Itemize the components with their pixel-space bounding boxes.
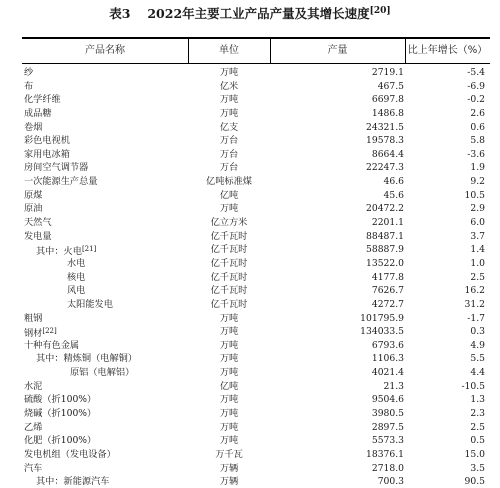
quantity-cell: 7626.7 bbox=[371, 285, 404, 297]
growth-cell: 1.4 bbox=[470, 244, 485, 256]
quantity-cell: 3980.5 bbox=[371, 408, 404, 420]
table-row bbox=[0, 380, 500, 394]
table-row bbox=[0, 366, 500, 380]
table-row bbox=[0, 202, 500, 216]
table-row bbox=[0, 161, 500, 175]
table-title-footnote: [20] bbox=[369, 6, 391, 16]
product-name-text: 化学纤维 bbox=[24, 94, 61, 106]
growth-cell: 3.5 bbox=[470, 462, 485, 474]
table-row bbox=[0, 475, 500, 488]
growth-cell: 3.7 bbox=[470, 230, 485, 242]
quantity-cell: 5573.3 bbox=[371, 435, 404, 447]
product-name-text: 彩色电视机 bbox=[24, 135, 70, 147]
growth-cell: 1.3 bbox=[470, 394, 485, 406]
product-name bbox=[70, 366, 134, 380]
table-row bbox=[0, 243, 500, 257]
quantity-cell: 46.6 bbox=[383, 176, 404, 188]
product-name bbox=[24, 134, 70, 148]
product-name bbox=[24, 148, 70, 162]
product-name-text: 钢材 bbox=[24, 328, 43, 340]
product-name bbox=[24, 421, 42, 435]
growth-cell: 1.0 bbox=[470, 257, 485, 269]
unit-cell: 亿千瓦时 bbox=[210, 298, 248, 310]
unit-cell: 亿千瓦时 bbox=[210, 271, 248, 283]
product-name-text: 天然气 bbox=[24, 217, 52, 229]
table-row bbox=[0, 298, 500, 312]
product-name-text: 风电 bbox=[67, 285, 86, 297]
quantity-cell: 45.6 bbox=[383, 189, 404, 201]
growth-cell: 2.6 bbox=[470, 107, 485, 119]
unit-cell: 万吨 bbox=[219, 367, 239, 379]
product-name-text: 水电 bbox=[67, 257, 86, 269]
product-name bbox=[36, 475, 110, 488]
unit-cell: 亿支 bbox=[219, 121, 239, 133]
product-name-text: 烧碱（折100%） bbox=[24, 408, 97, 420]
product-name bbox=[24, 339, 79, 353]
product-name bbox=[24, 175, 98, 189]
product-name-text: 房间空气调节器 bbox=[24, 162, 89, 174]
growth-cell: 2.5 bbox=[470, 271, 485, 283]
table-row bbox=[0, 407, 500, 421]
unit-cell: 万吨 bbox=[219, 408, 239, 420]
table-row bbox=[0, 312, 500, 326]
growth-cell: 1.9 bbox=[470, 162, 485, 174]
product-name bbox=[67, 257, 85, 271]
unit-cell: 亿千瓦时 bbox=[210, 230, 248, 242]
growth-cell: -1.7 bbox=[467, 312, 485, 324]
product-name-text: 汽车 bbox=[24, 462, 43, 474]
table-title bbox=[0, 3, 500, 22]
product-name bbox=[36, 352, 137, 366]
product-name bbox=[67, 298, 113, 312]
table-row bbox=[0, 107, 500, 121]
footnote-ref: [21] bbox=[81, 245, 97, 254]
table-row bbox=[0, 148, 500, 162]
growth-cell: 9.2 bbox=[470, 176, 485, 188]
unit-cell: 亿千瓦时 bbox=[210, 285, 248, 297]
table-row bbox=[0, 352, 500, 366]
unit-cell: 亿立方米 bbox=[210, 217, 248, 229]
quantity-cell: 21.3 bbox=[383, 380, 404, 392]
quantity-cell: 22247.3 bbox=[366, 162, 404, 174]
table-row bbox=[0, 462, 500, 476]
unit-cell: 万台 bbox=[219, 162, 239, 174]
product-name bbox=[24, 312, 42, 326]
product-name bbox=[24, 66, 33, 80]
product-name bbox=[24, 93, 61, 107]
product-name-text: 原煤 bbox=[24, 189, 43, 201]
product-name-text: 一次能源生产总量 bbox=[24, 176, 98, 188]
unit-cell: 亿吨 bbox=[219, 189, 239, 201]
product-name bbox=[24, 121, 42, 135]
unit-cell: 万吨 bbox=[219, 353, 239, 365]
quantity-cell: 467.5 bbox=[377, 80, 404, 92]
product-name bbox=[24, 380, 42, 394]
product-name bbox=[24, 216, 52, 230]
growth-cell: -3.6 bbox=[467, 148, 485, 160]
table-row bbox=[0, 339, 500, 353]
unit-cell: 亿吨标准煤 bbox=[206, 176, 252, 188]
growth-cell: -6.9 bbox=[467, 80, 485, 92]
table-header-rule bbox=[22, 63, 490, 64]
unit-cell: 万辆 bbox=[219, 462, 239, 474]
product-name bbox=[24, 434, 96, 448]
product-name-text: 布 bbox=[24, 80, 34, 92]
quantity-cell: 4272.7 bbox=[371, 298, 404, 310]
table-row bbox=[0, 216, 500, 230]
unit-cell: 万吨 bbox=[219, 203, 239, 215]
table-row bbox=[0, 421, 500, 435]
table-title-text: 表3 2022年主要工业产品产量及其增长速度 bbox=[109, 6, 370, 21]
table-row bbox=[0, 121, 500, 135]
quantity-cell: 20472.2 bbox=[366, 203, 404, 215]
product-name-text: 成品糖 bbox=[24, 107, 52, 119]
table-row bbox=[0, 257, 500, 271]
product-name-text: 其中：精炼铜（电解铜） bbox=[36, 353, 138, 365]
quantity-cell: 2897.5 bbox=[371, 421, 404, 433]
table-row bbox=[0, 448, 500, 462]
quantity-cell: 88487.1 bbox=[366, 230, 404, 242]
product-name bbox=[24, 80, 33, 94]
unit-cell: 万台 bbox=[219, 135, 239, 147]
quantity-cell: 6697.8 bbox=[371, 94, 404, 106]
quantity-cell: 6793.6 bbox=[371, 339, 404, 351]
product-name bbox=[67, 271, 85, 285]
growth-cell: -5.4 bbox=[467, 67, 485, 78]
table-row bbox=[0, 93, 500, 107]
product-name-text: 家用电冰箱 bbox=[24, 148, 70, 160]
quantity-cell: 58887.9 bbox=[366, 244, 404, 256]
product-name-text: 发电机组（发电设备） bbox=[24, 448, 116, 460]
product-name-text: 纱 bbox=[24, 67, 34, 78]
header-growth: 比上年增长（%） bbox=[407, 45, 488, 56]
unit-cell: 万吨 bbox=[219, 67, 239, 78]
product-name-text: 粗钢 bbox=[24, 312, 43, 324]
table-row bbox=[0, 325, 500, 339]
quantity-cell: 18376.1 bbox=[366, 448, 404, 460]
table-row bbox=[0, 393, 500, 407]
quantity-cell: 4177.8 bbox=[371, 271, 404, 283]
unit-cell: 万台 bbox=[219, 148, 239, 160]
product-name-text: 乙烯 bbox=[24, 421, 43, 433]
product-name-text: 水泥 bbox=[24, 380, 43, 392]
product-name bbox=[24, 462, 42, 476]
growth-cell: 2.9 bbox=[470, 203, 485, 215]
growth-cell: -0.2 bbox=[467, 94, 485, 106]
unit-cell: 万吨 bbox=[219, 435, 239, 447]
product-name-text: 原铝（电解铝） bbox=[70, 367, 135, 379]
table-row bbox=[0, 434, 500, 448]
growth-cell: 31.2 bbox=[464, 298, 485, 310]
growth-cell: 6.0 bbox=[470, 217, 485, 229]
footnote-ref: [22] bbox=[42, 327, 57, 336]
unit-cell: 万吨 bbox=[219, 94, 239, 106]
product-name bbox=[24, 393, 96, 407]
product-name-text: 太阳能发电 bbox=[67, 298, 113, 310]
product-name bbox=[24, 230, 52, 244]
unit-cell: 亿千瓦时 bbox=[210, 257, 248, 269]
product-name-text: 化肥（折100%） bbox=[24, 435, 97, 447]
growth-cell: -10.5 bbox=[461, 380, 485, 392]
product-name bbox=[24, 448, 116, 462]
growth-cell: 15.0 bbox=[464, 448, 485, 460]
unit-cell: 万吨 bbox=[219, 339, 239, 351]
unit-cell: 万吨 bbox=[219, 421, 239, 433]
quantity-cell: 101795.9 bbox=[360, 312, 404, 324]
unit-cell: 亿吨 bbox=[219, 380, 239, 392]
unit-cell: 万吨 bbox=[219, 394, 239, 406]
growth-cell: 5.8 bbox=[470, 135, 485, 147]
growth-cell: 10.5 bbox=[464, 189, 485, 201]
quantity-cell: 8664.4 bbox=[371, 148, 404, 160]
table-row bbox=[0, 80, 500, 94]
product-name-text: 其中：火电 bbox=[36, 246, 82, 258]
growth-cell: 4.9 bbox=[470, 339, 485, 351]
header-quantity: 产量 bbox=[327, 45, 348, 56]
growth-cell: 5.5 bbox=[470, 353, 485, 365]
growth-cell: 16.2 bbox=[464, 285, 485, 297]
quantity-cell: 13522.0 bbox=[366, 257, 404, 269]
product-name bbox=[67, 284, 85, 298]
table-row bbox=[0, 66, 500, 80]
unit-cell: 万吨 bbox=[219, 312, 239, 324]
product-name bbox=[24, 407, 96, 421]
product-name bbox=[24, 107, 52, 121]
product-name-text: 发电量 bbox=[24, 230, 52, 242]
quantity-cell: 9504.6 bbox=[371, 394, 404, 406]
table-body bbox=[0, 66, 500, 488]
growth-cell: 0.5 bbox=[470, 435, 485, 447]
table-row bbox=[0, 189, 500, 203]
header-unit: 单位 bbox=[219, 45, 239, 56]
unit-cell: 万吨 bbox=[219, 326, 239, 338]
unit-cell: 亿千瓦时 bbox=[210, 244, 248, 256]
product-name-text: 十种有色金属 bbox=[24, 339, 80, 351]
unit-cell: 万吨 bbox=[219, 107, 239, 119]
unit-cell: 万千瓦 bbox=[215, 448, 243, 460]
table-row bbox=[0, 271, 500, 285]
product-name-text: 卷烟 bbox=[24, 121, 43, 133]
unit-cell: 万辆 bbox=[219, 476, 239, 488]
quantity-cell: 134033.5 bbox=[360, 326, 404, 338]
quantity-cell: 19578.3 bbox=[366, 135, 404, 147]
growth-cell: 0.6 bbox=[470, 121, 485, 133]
product-name bbox=[24, 202, 42, 216]
quantity-cell: 24321.5 bbox=[366, 121, 404, 133]
quantity-cell: 1106.3 bbox=[371, 353, 404, 365]
product-name bbox=[24, 189, 42, 203]
product-name bbox=[24, 161, 88, 175]
product-name-text: 其中：新能源汽车 bbox=[36, 476, 110, 488]
table-row bbox=[0, 230, 500, 244]
unit-cell: 亿米 bbox=[219, 80, 239, 92]
product-name-text: 核电 bbox=[67, 271, 86, 283]
growth-cell: 0.3 bbox=[470, 326, 485, 338]
quantity-cell: 2718.0 bbox=[371, 462, 404, 474]
table-row bbox=[0, 134, 500, 148]
growth-cell: 2.3 bbox=[470, 408, 485, 420]
growth-cell: 4.4 bbox=[470, 367, 485, 379]
product-name-text: 原油 bbox=[24, 203, 43, 215]
growth-cell: 2.5 bbox=[470, 421, 485, 433]
table-row bbox=[0, 284, 500, 298]
quantity-cell: 1486.8 bbox=[371, 107, 404, 119]
quantity-cell: 700.3 bbox=[377, 476, 404, 488]
growth-cell: 90.5 bbox=[464, 476, 485, 488]
table-row bbox=[0, 175, 500, 189]
quantity-cell: 4021.4 bbox=[371, 367, 404, 379]
header-product-name: 产品名称 bbox=[85, 45, 125, 56]
product-name-text: 硫酸（折100%） bbox=[24, 394, 97, 406]
quantity-cell: 2201.1 bbox=[371, 217, 404, 229]
quantity-cell: 2719.1 bbox=[371, 67, 404, 78]
